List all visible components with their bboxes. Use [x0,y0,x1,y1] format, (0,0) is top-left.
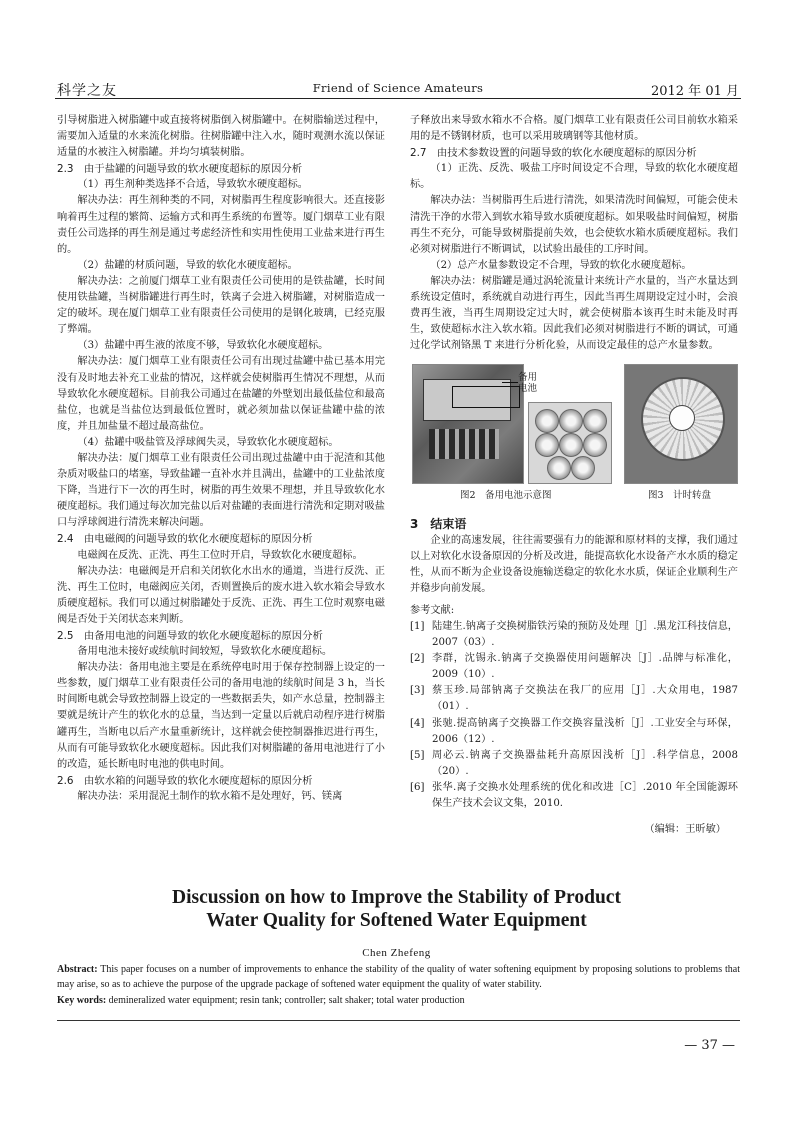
subheading: （2）盐罐的材质问题，导致的软化水硬度超标。 [77,259,298,271]
keywords-label: Key words: [57,995,107,1006]
paragraph: 解决办法：电磁阀是开启和关闭软化水出水的通道，当进行反洗、正洗、再生工位时，电磁阀应关闭，否则置换后的废水进入软水箱会导致水质硬度超标。我们可以通过树脂罐处于反洗、正洗、再生工位时观察电磁阀是否处于关闭状态来判断。 [57,565,385,625]
journal-name-en: Friend of Science Amateurs [312,81,484,95]
paragraph: 解决办法：之前厦门烟草工业有限责任公司使用的是铁盐罐，长时间使用铁盐罐，当树脂罐进行再生时，铁离子会进入树脂罐，对树脂造成一定的破坏。现在厦门烟草工业有限责任公司使用的是钢化玻璃，已经克服了弊端。 [57,275,385,336]
reference-item: [5] 周必云.钠离子交换器盐耗升高原因浅析［J］.科学信息，2008（20）. [410,749,738,777]
paragraph: 引导树脂进入树脂罐中或直接将树脂倒入树脂罐中。在树脂输送过程中，需要加入适量的水来流化树脂。往树脂罐中注入水，随时观测水流以保证适量的水被注入树脂罐。并均匀填装树脂。 [57,115,385,159]
english-title: Discussion on how to Improve the Stability of Product Water Quality for Softened Water Equipment [172,887,621,931]
reference-item: [6] 张华.离子交换水处理系统的优化和改进［C］.2010 年全国能源环保生产技术会议文集，2010. [410,781,738,809]
subheading: （2）总产水量参数设定不合理，导致的软化水硬度超标。 [430,259,692,271]
battery-cell [535,433,559,457]
battery-highlight-box [452,386,520,408]
page-number: — 37 — [684,1038,735,1053]
paragraph: 解决办法：厦门烟草工业有限责任公司出现过盐罐中由于泥渣和其他杂质对吸盐口的堵塞，导致盐罐一直补水并且满出，盐罐中的工业盐浓度下降，当进行下一次的再生时，树脂的再生效果不理想，并且导致软化水硬度超标。我们通过每次加完盐以后对盐罐的表面进行清洗和定期对吸盐口与浮球阀进行清洗来解决问题。 [57,452,385,529]
reference-item: [3] 蔡玉珍.局部钠离子交换法在我厂的应用［J］.大众用电，1987（01）. [410,685,738,713]
section-heading-2-4: 2.4 由电磁阀的问题导致的软化水硬度超标的原因分析 [57,533,313,546]
reference-item: [2] 李群，沈锡永.钠离子交换器使用问题解决［J］.品牌与标准化，2009（10）. [410,653,738,681]
english-abstract [57,962,740,992]
paragraph: 解决办法：当树脂再生后进行清洗，如果清洗时间偏短，可能会使未清洗干净的水带入到软水箱导致水质硬度超标。如果吸盐时间偏短，树脂再生不充分，可能导致树脂提前失效，也会使软水箱水质硬度超标。我们必须对树脂进行不断调试，以试验出最佳的工序时间。 [410,195,738,255]
battery-cell [547,456,571,480]
paragraph: 子释放出来导致水箱水不合格。厦门烟草工业有限责任公司目前软水箱采用的是不锈钢材质，也可以采用玻璃钢等其他材质。 [410,115,738,143]
battery-cell [535,409,559,433]
english-keywords [57,993,740,1008]
issue-date: 2012 年 01 月 [650,84,739,99]
abstract-text: This paper focuses on a number of improvements to enhance the stability of the quality of water softening equipment by proposing solutions to problems that may arise, so as to achieve the purpose of the upgrade package of softened water equipment the quality of water stability. [57,964,740,990]
conclusion-text: 企业的高速发展，往往需要强有力的能源和原材料的支撑，我们通过以上对软化水设备原因的分析及改进，能提高软化水设备产水水质的稳定性，从而不断为企业设备设施输送稳定的软化水水质，保证企业顺利生产并稳步向前发展。 [410,534,738,594]
callout-line [502,382,518,383]
paragraph: 解决办法：采用混泥土制作的软水箱不是处理好，钙、镁离 [77,790,343,802]
subheading: （4）盐罐中吸盐管及浮球阀失灵，导致软化水硬度超标。 [77,436,339,448]
battery-callout: 备用 电池 [518,372,538,395]
references [410,603,738,812]
keywords-text: demineralized water equipment; resin tank; controller; salt shaker; total water production [108,995,465,1006]
control-panel [423,379,511,421]
paragraph: 电磁阀在反洗、正洗、再生工位时开启，导致软化水硬度超标。 [77,549,363,561]
subheading: （1）正洗、反洗、吸盐工序时间设定不合理，导致的软化水硬度超标。 [410,163,738,191]
battery-cell [559,433,583,457]
english-author: Chen Zhefeng [362,947,431,959]
terminal-strip [429,429,499,459]
paragraph: 备用电池未接好或续航时间较短，导致软化水硬度超标。 [77,646,333,658]
section-heading-2-5: 2.5 由备用电池的问题导致的软化水硬度超标的原因分析 [57,630,323,642]
battery-cell [583,433,607,457]
battery-cell [583,409,607,433]
reference-item: [1] 陆建生.钠离子交换树脂铁污染的预防及处理［J］.黑龙江科技信息，2007（03）. [410,620,738,649]
figure-3-caption: 图3 计时转盘 [648,490,712,502]
abstract-label: Abstract: [57,964,98,975]
section-heading-2-3: 2.3 由于盐罐的问题导致的软水硬度超标的原因分析 [57,163,303,176]
conclusion-heading: 3 结束语 [410,517,467,532]
timer-dial-photo [624,364,738,484]
section-heading-2-7: 2.7 由技术参数设置的问题导致的软化水硬度超标的原因分析 [410,147,697,160]
bottom-rule [57,1020,740,1021]
figures-block [410,362,738,510]
left-column [57,113,385,805]
figure-2-caption: 图2 备用电池示意图 [460,490,552,502]
section-heading-2-6: 2.6 由软水箱的问题导致的软化水硬度超标的原因分析 [57,774,313,787]
paragraph: 解决办法：再生剂种类的不同，对树脂再生程度影响很大。还直接影响着再生过程的繁简、运输方式和再生系统的布置等。厦门烟草工业有限责任公司选择的再生剂是通过考虑经济性和实用性使用工业盐来进行再生的。 [57,195,385,255]
battery-cell [571,456,595,480]
paragraph: 解决办法：树脂罐是通过涡轮流量计来统计产水量的，当产水量达到系统设定值时，系统就自动进行再生，因此当再生周期设定过小时，会浪费再生液，当再生周期设定过大时，就会使树脂本该再生时未能及时再生，致使超标水注入软水箱。因此我们必须对树脂进行不断的调试，可通过化学试剂铬黑 T 来进行分析化验，从而设定最佳的总产水量参数。 [410,275,738,352]
running-header [55,80,741,99]
references-heading: 参考文献: [410,604,455,616]
subheading: （1）再生剂种类选择不合适，导致软水硬度超标。 [77,179,308,191]
journal-name-cn: 科学之友 [57,83,117,99]
subheading: （3）盐罐中再生液的浓度不够，导致软化水硬度超标。 [77,340,329,352]
reference-item: [4] 张驰.提高钠离子交换器工作交换容量浅析［J］.工业安全与环保，2006（12）. [410,717,738,745]
right-column [410,113,738,838]
battery-cell [559,409,583,433]
battery-cells-photo [528,402,612,484]
editor-credit: （编辑：王昕敏） [644,824,726,836]
paragraph: 解决办法：备用电池主要是在系统停电时用于保存控制器上设定的一些参数，厦门烟草工业有限责任公司的备用电池的续航时间是 3 h，当长时间断电就会导致控制器上设定的一些数据丢失，如产水总量，控制器主要就是统计产生的软化水的总量，当达到一定量以后就启动程序进行树脂罐再生，当断电以后产水量重新统计，这样就会使控制器推迟进行再生，从而有可能导致软化水硬度超标。因此我们对树脂罐的备用电池进行了小的改造，延长断电时电池的供电时间。 [57,662,385,770]
paragraph: 解决办法：厦门烟草工业有限责任公司有出现过盐罐中盐已基本用完没有及时地去补充工业盐的情况，这样就会使树脂再生情况不理想，从而导致软化水硬度超标。目前我公司通过在盐罐的外壁划出最低盐位和最高盐位，也就是当盐位达到最低位置时，就必须加盐以保证盐罐中盐的浓度，并且加盐量不超过最高盐位。 [57,356,385,432]
